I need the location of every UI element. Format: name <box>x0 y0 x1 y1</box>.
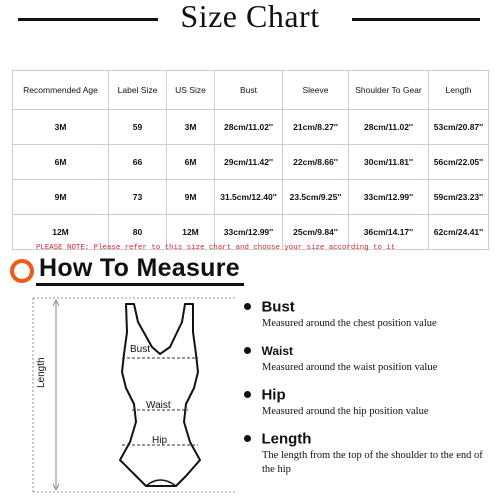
table-cell: 53cm/20.87'' <box>429 110 489 145</box>
table-row <box>13 180 489 215</box>
table-header-row <box>13 71 489 110</box>
table-cell: 66 <box>109 145 167 180</box>
bullet-icon <box>244 303 251 310</box>
table-cell: 21cm/8.27'' <box>283 110 349 145</box>
table-cell: 36cm/14.17'' <box>349 215 429 250</box>
measure-description: Measured around the hip position value <box>262 406 429 417</box>
table-cell: 6M <box>13 145 109 180</box>
table-cell: 9M <box>13 180 109 215</box>
table-cell: 3M <box>13 110 109 145</box>
header-length: Length <box>429 71 489 110</box>
table-cell: 22cm/8.66'' <box>283 145 349 180</box>
measure-heading: Hip <box>261 386 286 404</box>
size-table <box>12 70 489 250</box>
table-row <box>13 110 489 145</box>
header-us-size: US Size <box>167 71 215 110</box>
figure-waist-label: Waist <box>146 400 171 411</box>
header-bust: Bust <box>215 71 283 110</box>
table-cell: 59cm/23.23'' <box>429 180 489 215</box>
table-cell: 30cm/11.81'' <box>349 145 429 180</box>
measure-description: The length from the top of the shoulder to the end of the hip <box>262 450 483 475</box>
table-cell: 25cm/9.84'' <box>283 215 349 250</box>
measure-description: Measured around the waist position value <box>262 362 438 373</box>
table-cell: 62cm/24.41'' <box>429 215 489 250</box>
table-cell: 6M <box>167 145 215 180</box>
table-cell: 12M <box>167 215 215 250</box>
bodysuit-figure <box>0 292 240 500</box>
table-cell: 33cm/12.99'' <box>215 215 283 250</box>
bodysuit-diagram <box>0 292 240 500</box>
bullet-icon <box>244 391 251 398</box>
bullet-icon <box>244 347 251 354</box>
table-cell: 73 <box>109 180 167 215</box>
figure-hip-label: Hip <box>152 435 168 446</box>
table-cell: 29cm/11.42'' <box>215 145 283 180</box>
figure-bust-label: Bust <box>130 344 151 355</box>
size-note: PLEASE NOTE: Please refer to this size chart and choose your size according to it <box>36 244 396 252</box>
measure-heading: Bust <box>261 298 295 316</box>
measure-heading: Length <box>261 430 312 448</box>
table-row <box>13 145 489 180</box>
header-shoulder-to-gear: Shoulder To Gear <box>349 71 429 110</box>
size-chart-header <box>0 0 500 40</box>
table-cell: 12M <box>13 215 109 250</box>
table-cell: 23.5cm/9.25'' <box>283 180 349 215</box>
measure-description: Measured around the chest position value <box>262 318 437 329</box>
header-recommended-age: Recommended Age <box>13 71 109 110</box>
header-label-size: Label Size <box>109 71 167 110</box>
header-sleeve: Sleeve <box>283 71 349 110</box>
table-cell: 33cm/12.99'' <box>349 180 429 215</box>
orange-ring-icon <box>10 259 34 283</box>
measure-heading: Waist <box>261 343 294 358</box>
table-cell: 28cm/11.02'' <box>349 110 429 145</box>
figure-length-label: Length <box>36 357 47 388</box>
table-cell: 9M <box>167 180 215 215</box>
table-cell: 56cm/22.05'' <box>429 145 489 180</box>
table-cell: 80 <box>109 215 167 250</box>
table-cell: 59 <box>109 110 167 145</box>
how-to-measure-header <box>6 256 500 286</box>
table-cell: 3M <box>167 110 215 145</box>
bullet-icon <box>244 435 251 442</box>
page-title: Size Chart <box>180 0 320 34</box>
how-to-measure-underline <box>36 283 244 286</box>
title-rule-right <box>352 18 480 21</box>
how-to-measure-title: How To Measure <box>39 254 240 282</box>
table-cell: 31.5cm/12.40'' <box>215 180 283 215</box>
table-cell: 28cm/11.02'' <box>215 110 283 145</box>
